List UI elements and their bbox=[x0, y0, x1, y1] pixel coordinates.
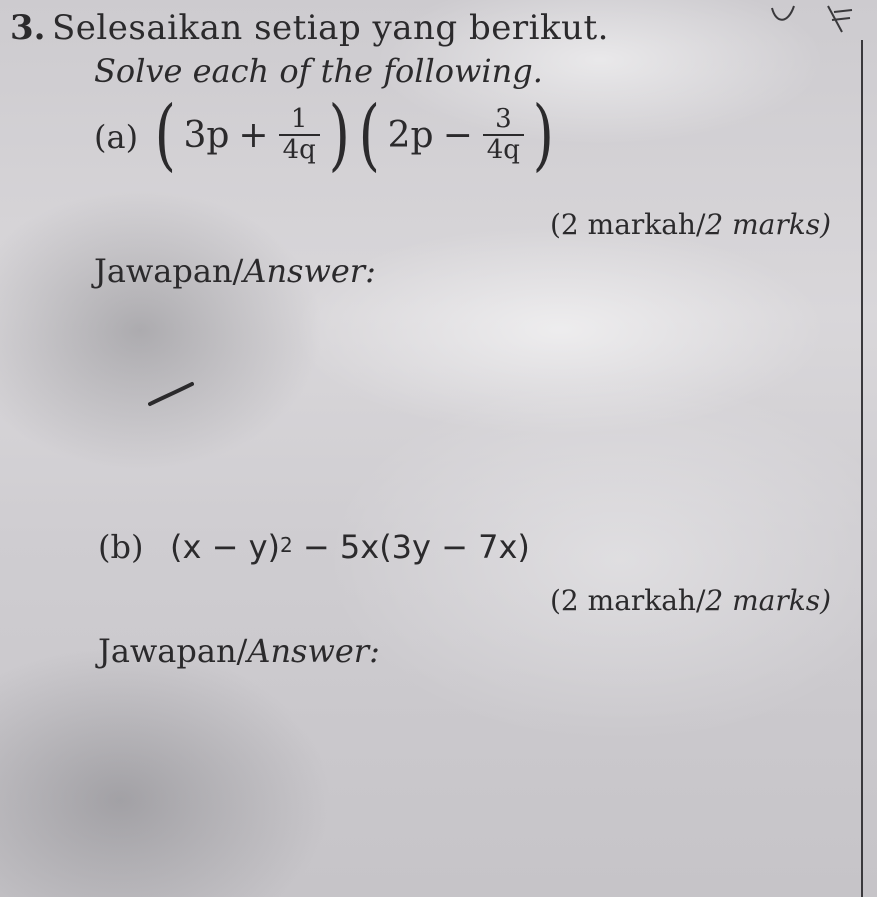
marks-english: 2 marks) bbox=[705, 208, 832, 241]
factor1-fraction bbox=[279, 103, 320, 165]
factor2-operator: − bbox=[442, 114, 473, 156]
expression-exponent: 2 bbox=[280, 533, 293, 557]
answer-malay: Jawapan/ bbox=[98, 632, 248, 670]
pen-mark-icon bbox=[148, 380, 194, 410]
answer-english: Answer: bbox=[243, 252, 376, 290]
expression-base: (x − y) bbox=[170, 528, 280, 566]
fraction-denominator: 4q bbox=[483, 134, 524, 164]
question-title-malay: Selesaikan setiap yang berikut. bbox=[52, 8, 609, 48]
close-paren: ) bbox=[532, 90, 554, 180]
fraction-numerator: 1 bbox=[290, 103, 308, 134]
part-a-expression bbox=[150, 90, 558, 180]
expression-rest: − 5x(3y − 7x) bbox=[292, 528, 530, 566]
fraction-numerator: 3 bbox=[495, 103, 512, 134]
marks-malay: (2 markah/ bbox=[550, 584, 706, 617]
pen-scribble-icon bbox=[770, 2, 860, 38]
marks-english: 2 marks) bbox=[705, 584, 832, 617]
fraction-denominator: 4q bbox=[279, 134, 320, 164]
answer-english: Answer: bbox=[247, 632, 380, 670]
factor2-fraction bbox=[483, 103, 524, 165]
close-paren: ) bbox=[328, 90, 350, 180]
open-paren: ( bbox=[154, 90, 176, 180]
factor1-operator: + bbox=[238, 114, 269, 156]
part-b-expression bbox=[170, 528, 530, 566]
open-paren: ( bbox=[358, 90, 381, 180]
part-a-label: (a) bbox=[94, 118, 139, 156]
page-margin-line bbox=[861, 40, 863, 897]
question-title-english: Solve each of the following. bbox=[94, 52, 543, 90]
part-a-answer-label bbox=[94, 252, 376, 290]
marks-malay: (2 markah/ bbox=[550, 208, 706, 241]
part-a-marks bbox=[550, 208, 831, 241]
factor1-term: 3p bbox=[183, 114, 230, 156]
factor2-term: 2p bbox=[387, 114, 434, 156]
part-b-marks bbox=[550, 584, 831, 617]
question-number: 3. bbox=[10, 8, 46, 48]
answer-malay: Jawapan/ bbox=[94, 252, 244, 290]
part-b-label: (b) bbox=[98, 528, 144, 566]
part-b-answer-label bbox=[98, 632, 380, 670]
